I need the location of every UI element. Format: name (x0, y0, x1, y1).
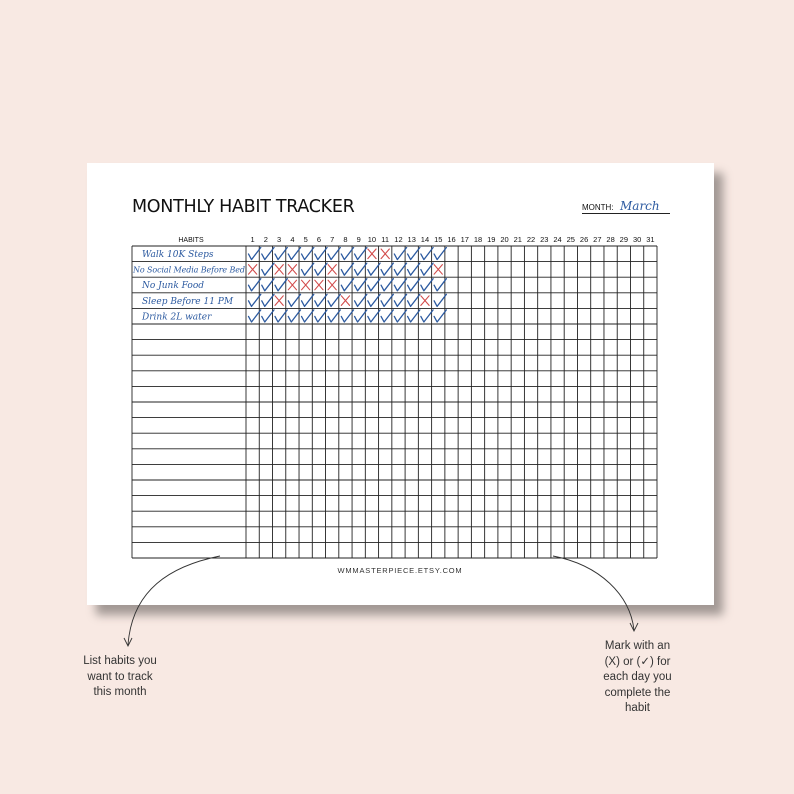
cross-mark (434, 265, 442, 275)
page-title: MONTHLY HABIT TRACKER (132, 197, 355, 217)
cross-stroke (315, 280, 323, 290)
cross-mark (328, 280, 336, 290)
cross-mark (288, 265, 296, 275)
habit-name: No Junk Food (142, 281, 205, 292)
day-number: 1 (250, 235, 255, 244)
day-number: 19 (487, 235, 496, 244)
day-number: 3 (277, 235, 282, 244)
cross-mark (288, 280, 296, 290)
day-number: 30 (632, 235, 642, 244)
day-number: 24 (553, 235, 562, 244)
day-number: 7 (330, 235, 335, 244)
habit-name: Walk 10K Steps (142, 250, 214, 260)
habit-name: No Social Media Before Bed (133, 265, 245, 275)
day-number: 12 (394, 235, 403, 244)
cross-mark (302, 280, 310, 290)
cross-stroke (288, 265, 296, 275)
day-number: 2 (263, 235, 268, 244)
habits-header: HABITS (178, 237, 204, 244)
cross-mark (315, 280, 323, 290)
day-number: 16 (447, 235, 456, 244)
cross-mark (328, 265, 336, 275)
left-annotation (70, 654, 170, 701)
grid-lines (132, 246, 657, 558)
day-number: 28 (606, 235, 615, 244)
cross-mark (249, 265, 257, 275)
day-number: 20 (500, 235, 509, 244)
day-number: 10 (367, 235, 377, 244)
day-number: 9 (356, 235, 361, 244)
habit-name: Sleep Before 11 PM (142, 296, 234, 307)
day-number: 27 (593, 235, 602, 244)
month-label: MONTH: (582, 203, 614, 212)
day-headers (178, 235, 654, 244)
cross-stroke (421, 296, 429, 306)
cross-stroke (368, 249, 376, 259)
cross-stroke (275, 265, 283, 275)
day-number: 21 (513, 235, 522, 244)
right-note-line: each day you (603, 671, 672, 683)
day-number: 15 (434, 235, 443, 244)
cross-mark (421, 296, 429, 306)
day-number: 6 (316, 235, 322, 244)
day-number: 5 (303, 235, 308, 244)
footer-url: WMMASTERPIECE.ETSY.COM (337, 566, 463, 575)
cross-stroke (249, 265, 257, 275)
cross-stroke (341, 296, 349, 306)
day-number: 29 (619, 235, 629, 244)
left-note-line: want to track (87, 670, 153, 683)
day-number: 4 (290, 235, 295, 244)
cross-stroke (381, 249, 389, 259)
cross-stroke (275, 296, 283, 306)
left-note-line: List habits you (83, 655, 157, 667)
cross-stroke (288, 280, 296, 290)
cross-mark (275, 296, 283, 306)
right-annotation (580, 639, 695, 717)
day-number: 14 (420, 235, 430, 244)
day-number: 25 (566, 235, 575, 244)
cross-mark (368, 249, 376, 259)
cross-mark (275, 265, 283, 275)
day-number: 26 (579, 235, 589, 244)
cross-mark (381, 249, 389, 259)
left-arrow (128, 556, 220, 645)
day-number: 23 (540, 235, 549, 244)
right-note-line: Mark with an (604, 640, 671, 652)
month-value[interactable]: March (620, 199, 660, 213)
right-note-line: complete the (604, 686, 671, 699)
day-number: 17 (460, 235, 469, 244)
cross-stroke (328, 265, 336, 275)
cross-stroke (328, 280, 336, 290)
cross-stroke (302, 280, 310, 290)
day-number: 11 (381, 235, 390, 244)
cross-stroke (434, 265, 442, 275)
right-note-line: habit (625, 702, 650, 714)
right-arrow (553, 556, 634, 630)
left-note-line: this month (93, 686, 147, 698)
day-number: 31 (646, 235, 655, 244)
day-number: 18 (473, 235, 483, 244)
day-number: 22 (526, 235, 536, 244)
day-number: 8 (343, 235, 348, 244)
day-number: 13 (407, 235, 416, 244)
habit-name: Drink 2L water (142, 312, 212, 323)
right-note-line: (X) or (✓) for (604, 655, 671, 668)
cross-mark (341, 296, 349, 306)
habit-labels (132, 250, 245, 322)
habit-marks (249, 248, 447, 323)
